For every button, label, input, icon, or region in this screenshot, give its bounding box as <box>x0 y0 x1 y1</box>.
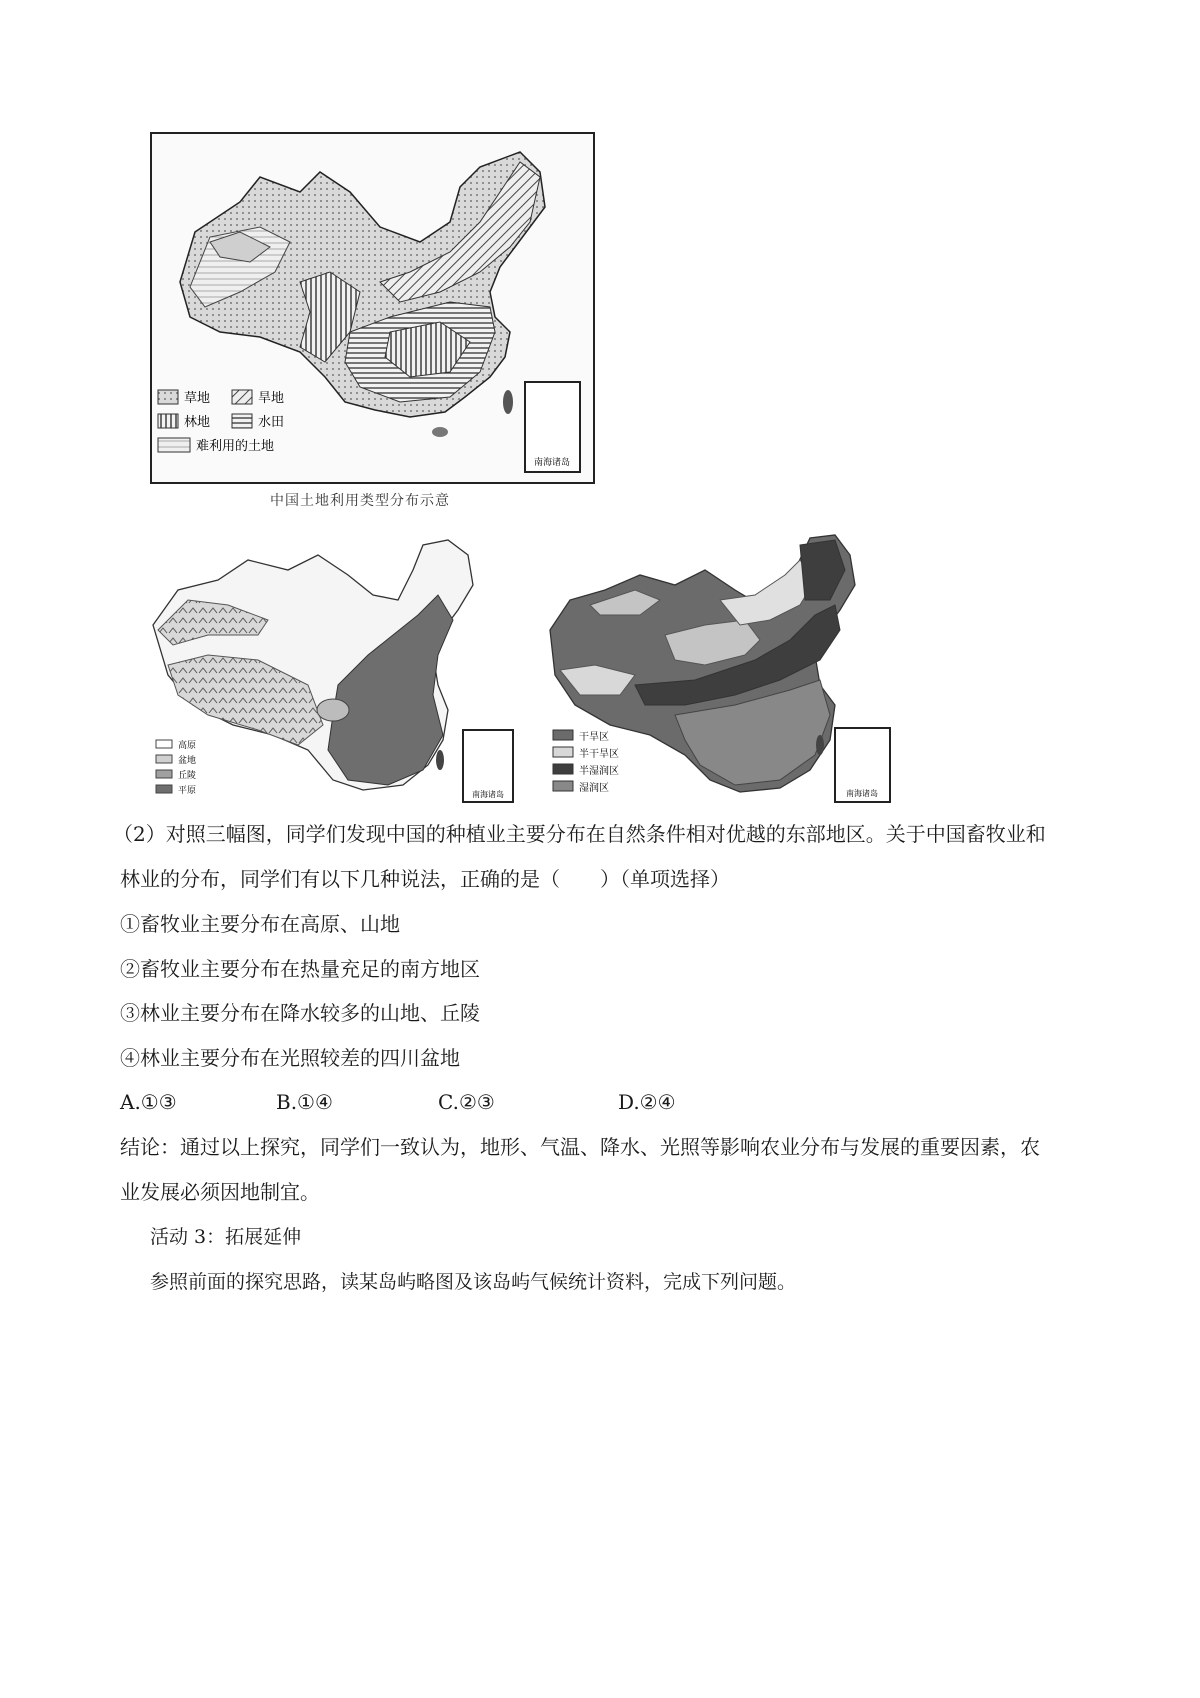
svg-text:南海诸岛: 南海诸岛 <box>472 790 504 799</box>
legend-semi-arid: 半干旱区 <box>579 749 619 760</box>
land-use-map-caption: 中国土地利用类型分布示意 <box>270 493 450 509</box>
activity3-text: 参照前面的探究思路，读某岛屿略图及该岛屿气候统计资料，完成下列问题。 <box>150 1271 797 1293</box>
terrain-map <box>148 535 528 807</box>
option-c: C.②③ <box>438 1090 495 1114</box>
statement-3: ③林业主要分布在降水较多的山地、丘陵 <box>120 1001 480 1025</box>
conclusion-line2: 业发展必须因地制宜。 <box>120 1180 320 1204</box>
legend-forest: 林地 <box>184 415 211 430</box>
legend-semi-humid: 半湿润区 <box>579 766 619 777</box>
humidity-map <box>545 530 930 810</box>
legend-paddy: 水田 <box>258 415 285 430</box>
legend-grassland: 草地 <box>184 391 211 406</box>
option-b: B.①④ <box>276 1090 333 1114</box>
activity3-title: 活动 3：拓展延伸 <box>150 1226 302 1248</box>
svg-text:南海诸岛: 南海诸岛 <box>846 789 878 798</box>
question-stem-line1: （2）对照三幅图，同学们发现中国的种植业主要分布在自然条件相对优越的东部地区。关于中国畜牧业和 <box>113 822 1046 846</box>
legend-plain: 平原 <box>178 786 197 796</box>
land-use-map <box>150 132 595 492</box>
legend-plateau: 高原 <box>178 741 197 751</box>
conclusion-line1: 结论：通过以上探究，同学们一致认为，地形、气温、降水、光照等影响农业分布与发展的重要因素，农 <box>120 1135 1040 1159</box>
legend-hill: 丘陵 <box>178 771 197 781</box>
option-d: D.②④ <box>618 1090 676 1114</box>
legend-dryland: 旱地 <box>258 391 285 406</box>
statement-1: ①畜牧业主要分布在高原、山地 <box>120 912 400 936</box>
legend-arid: 干旱区 <box>579 732 609 743</box>
question-stem-line2: 林业的分布，同学们有以下几种说法，正确的是（ ）（单项选择） <box>120 867 730 891</box>
svg-text:南海诸岛: 南海诸岛 <box>533 458 571 468</box>
legend-unusable: 难利用的土地 <box>196 439 275 454</box>
statement-4: ④林业主要分布在光照较差的四川盆地 <box>120 1046 460 1070</box>
statement-2: ②畜牧业主要分布在热量充足的南方地区 <box>120 957 480 981</box>
legend-humid: 湿润区 <box>579 783 609 794</box>
option-a: A.①③ <box>120 1090 177 1114</box>
legend-basin: 盆地 <box>178 756 197 766</box>
